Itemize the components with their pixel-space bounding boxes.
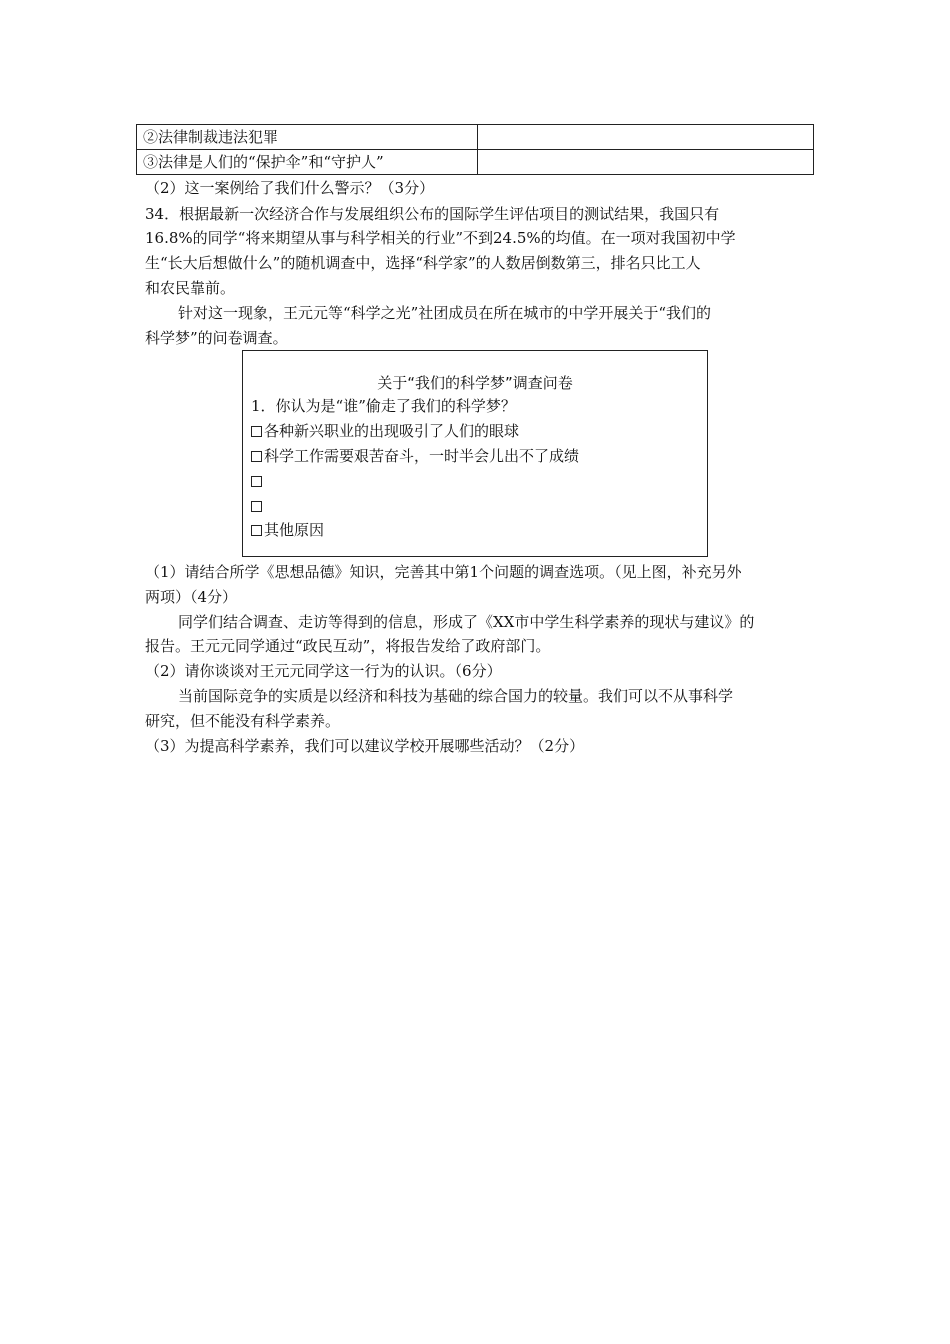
survey-option bbox=[251, 446, 579, 466]
q34-paragraph-line: 报告。王元元同学通过“政民互动”，将报告发给了政府部门。 bbox=[145, 637, 551, 655]
q34-paragraph-line: 研究，但不能没有科学素养。 bbox=[145, 712, 341, 730]
survey-title: 关于“我们的科学梦”调查问卷 bbox=[377, 374, 573, 392]
table-row bbox=[137, 125, 814, 150]
table-cell: ③法律是人们的“保护伞”和“守护人” bbox=[137, 150, 478, 175]
survey-question: 1．你认为是“谁”偷走了我们的科学梦？ bbox=[251, 397, 516, 415]
q34-paragraph-line: 同学们结合调查、走访等得到的信息，形成了《XX市中学生科学素养的现状与建议》的 bbox=[178, 613, 755, 631]
table-row bbox=[137, 150, 814, 175]
q34-subquestion-2: （2）请你谈谈对王元元同学这一行为的认识。（6分） bbox=[145, 662, 502, 680]
q34-paragraph-line: 针对这一现象，王元元等“科学之光”社团成员在所在城市的中学开展关于“我们的 bbox=[178, 304, 712, 322]
q34-intro-line: 和农民靠前。 bbox=[145, 279, 236, 297]
table-cell-blank bbox=[478, 150, 814, 175]
q34-intro-line: 生“长大后想做什么”的随机调查中，选择“科学家”的人数居倒数第三，排名只比工人 bbox=[145, 254, 701, 272]
survey-option bbox=[251, 520, 324, 540]
survey-option bbox=[251, 421, 519, 441]
q34-paragraph-line: 当前国际竞争的实质是以经济和科技为基础的综合国力的较量。我们可以不从事科学 bbox=[178, 687, 734, 705]
checkbox-icon bbox=[251, 451, 262, 462]
survey-option-label: 各种新兴职业的出现吸引了人们的眼球 bbox=[264, 422, 520, 440]
q34-subquestion-1: 两项）（4分） bbox=[145, 588, 238, 606]
survey-box bbox=[242, 350, 708, 557]
table-cell-blank bbox=[478, 125, 814, 150]
answer-table bbox=[136, 124, 814, 175]
q33-subquestion-2: （2）这一案例给了我们什么警示？（3分） bbox=[145, 179, 435, 197]
survey-option bbox=[251, 471, 264, 491]
survey-option-label: 其他原因 bbox=[264, 521, 325, 539]
checkbox-icon bbox=[251, 426, 262, 437]
survey-option-label: 科学工作需要艰苦奋斗，一时半会儿出不了成绩 bbox=[264, 447, 580, 465]
q34-subquestion-3: （3）为提高科学素养，我们可以建议学校开展哪些活动？（2分） bbox=[145, 737, 585, 755]
checkbox-icon bbox=[251, 525, 262, 536]
q34-subquestion-1: （1）请结合所学《思想品德》知识，完善其中第1个问题的调查选项。（见上图，补充另外 bbox=[145, 563, 742, 581]
q34-paragraph-line: 科学梦”的问卷调查。 bbox=[145, 329, 288, 347]
q34-intro-line: 16.8%的同学“将来期望从事与科学相关的行业”不到24.5%的均值。在一项对我国初中学 bbox=[145, 229, 736, 247]
checkbox-icon bbox=[251, 501, 262, 512]
survey-option bbox=[251, 496, 264, 516]
checkbox-icon bbox=[251, 476, 262, 487]
q34-intro-line: 34．根据最新一次经济合作与发展组织公布的国际学生评估项目的测试结果，我国只有 bbox=[145, 205, 720, 223]
table-cell: ②法律制裁违法犯罪 bbox=[137, 125, 478, 150]
